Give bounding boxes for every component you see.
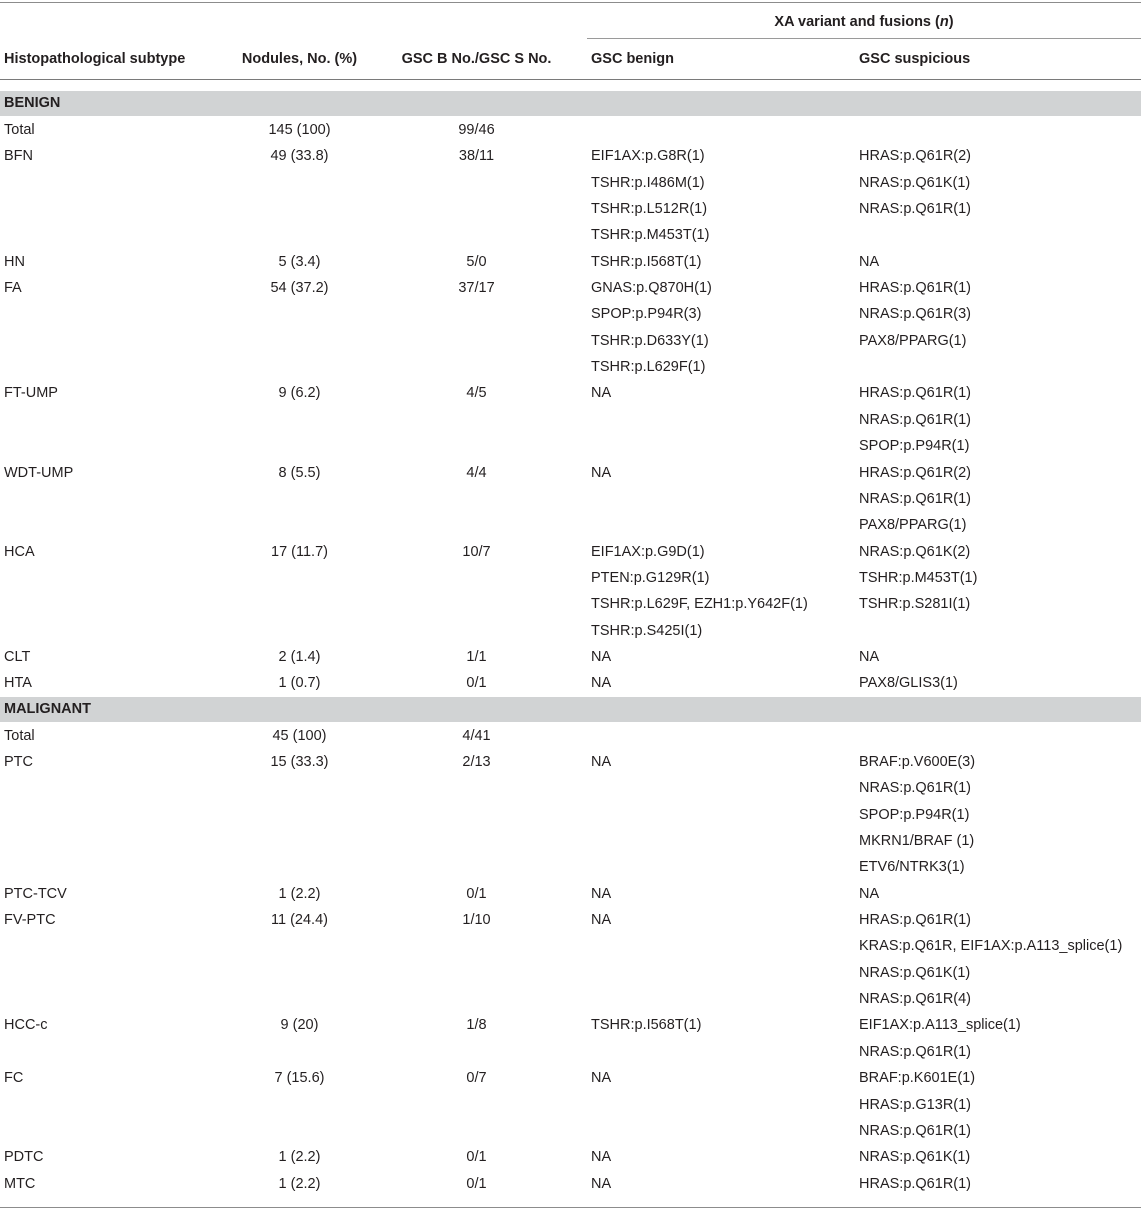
- table-row: [0, 644, 1141, 670]
- gsc-benign-variant: NA: [591, 753, 612, 770]
- table-row: [0, 539, 1141, 644]
- gsc-suspicious-variant: KRAS:p.Q61R, EIF1AX:p.A113_splice(1): [859, 938, 1123, 955]
- gsc-suspicious-variant: NRAS:p.Q61R(3): [859, 306, 972, 323]
- gsc-suspicious-variant: HRAS:p.Q61R(1): [859, 385, 972, 402]
- nodules-cell: 45 (100): [272, 727, 327, 744]
- gsc-suspicious-variant: BRAF:p.K601E(1): [859, 1070, 976, 1087]
- subtype-cell: FA: [4, 280, 22, 297]
- subtype-cell: FV-PTC: [4, 912, 56, 929]
- gsc-ratio-cell: 0/1: [466, 1149, 487, 1166]
- gsc-ratio-cell: 4/41: [462, 727, 491, 744]
- table-body: [0, 91, 1141, 1197]
- gsc-benign-variant: EIF1AX:p.G8R(1): [591, 148, 705, 165]
- gsc-benign-variant: TSHR:p.I486M(1): [591, 174, 705, 191]
- gsc-suspicious-variant: PAX8/PPARG(1): [859, 332, 967, 349]
- nodules-cell: 9 (6.2): [278, 385, 321, 402]
- nodules-cell: 8 (5.5): [278, 464, 321, 481]
- table-row: [0, 881, 1141, 907]
- subtype-cell: MTC: [4, 1175, 36, 1192]
- gsc-benign-variant: TSHR:p.I568T(1): [591, 1017, 702, 1034]
- gsc-ratio-cell: 4/5: [466, 385, 487, 402]
- subtype-cell: PTC: [4, 753, 33, 770]
- table-row: [0, 907, 1141, 1012]
- nodules-cell: 1 (2.2): [278, 1149, 321, 1166]
- subtype-cell: WDT-UMP: [4, 464, 74, 481]
- gsc-benign-variant: NA: [591, 885, 612, 902]
- gsc-benign-variant: NA: [591, 1149, 612, 1166]
- gsc-benign-variant: NA: [591, 385, 612, 402]
- gsc-suspicious-variant: HRAS:p.Q61R(2): [859, 464, 972, 481]
- gsc-ratio-cell: 1/1: [466, 648, 487, 665]
- gsc-benign-variant: NA: [591, 1070, 612, 1087]
- subtype-cell: CLT: [4, 648, 31, 665]
- gsc-benign-variant: NA: [591, 648, 612, 665]
- nodules-cell: 145 (100): [268, 122, 331, 138]
- subtype-cell: PTC-TCV: [4, 885, 67, 902]
- gsc-suspicious-variant: HRAS:p.G13R(1): [859, 1096, 972, 1113]
- gsc-benign-variant: TSHR:p.L512R(1): [591, 201, 708, 218]
- variant-group-rule: [587, 38, 1141, 39]
- gsc-suspicious-variant: NRAS:p.Q61R(1): [859, 201, 972, 218]
- table-row: [0, 380, 1141, 459]
- gsc-suspicious-variant: PAX8/GLIS3(1): [859, 675, 958, 692]
- gsc-suspicious-variant: HRAS:p.Q61R(1): [859, 1175, 972, 1192]
- gsc-benign-variant: PTEN:p.G129R(1): [591, 569, 710, 586]
- gsc-ratio-cell: 0/1: [466, 885, 487, 902]
- gsc-benign-variant: NA: [591, 912, 612, 929]
- table-top-rule: [0, 2, 1141, 3]
- gsc-ratio-cell: 4/4: [466, 464, 487, 481]
- header-histopathological-subtype: Histopathological subtype: [4, 51, 186, 67]
- gsc-suspicious-variant: MKRN1/BRAF (1): [859, 833, 975, 850]
- nodules-cell: 2 (1.4): [278, 648, 321, 665]
- nodules-cell: 54 (37.2): [270, 280, 329, 297]
- gsc-suspicious-variant: NRAS:p.Q61R(1): [859, 780, 972, 797]
- gsc-suspicious-variant: NA: [859, 648, 880, 665]
- gsc-suspicious-variant: NRAS:p.Q61R(1): [859, 490, 972, 507]
- subtype-cell: FC: [4, 1070, 24, 1087]
- subtype-cell: HN: [4, 253, 25, 270]
- gsc-benign-variant: GNAS:p.Q870H(1): [591, 280, 712, 297]
- gsc-suspicious-variant: NRAS:p.Q61R(4): [859, 991, 972, 1008]
- nodules-cell: 49 (33.8): [270, 148, 329, 165]
- gsc-ratio-cell: 0/1: [466, 675, 487, 692]
- table-row: [0, 143, 1141, 248]
- table-row: [0, 1065, 1141, 1144]
- gsc-suspicious-variant: NRAS:p.Q61K(1): [859, 174, 971, 191]
- table-row: [0, 670, 1141, 696]
- table-row: [0, 1171, 1141, 1197]
- gsc-benign-variant: NA: [591, 1175, 612, 1192]
- gsc-ratio-cell: 2/13: [462, 753, 491, 770]
- gsc-suspicious-variant: NRAS:p.Q61K(2): [859, 543, 971, 560]
- nodules-cell: 5 (3.4): [278, 253, 321, 270]
- gsc-ratio-cell: 0/7: [466, 1070, 487, 1087]
- gsc-suspicious-variant: SPOP:p.P94R(1): [859, 438, 970, 455]
- gsc-ratio-cell: 37/17: [458, 280, 495, 297]
- gsc-suspicious-variant: SPOP:p.P94R(1): [859, 806, 970, 823]
- nodules-cell: 1 (2.2): [278, 1175, 321, 1192]
- gsc-benign-variant: TSHR:p.M453T(1): [591, 227, 710, 244]
- gsc-benign-variant: EIF1AX:p.G9D(1): [591, 543, 705, 560]
- table-row: [0, 1012, 1141, 1065]
- gsc-suspicious-variant: BRAF:p.V600E(3): [859, 753, 976, 770]
- table-row: [0, 749, 1141, 881]
- subtype-cell: HCC-c: [4, 1017, 48, 1034]
- header-nodules: Nodules, No. (%): [241, 51, 358, 67]
- table-row: [0, 723, 1141, 749]
- gsc-ratio-cell: 1/10: [462, 912, 491, 929]
- gsc-suspicious-variant: EIF1AX:p.A113_splice(1): [859, 1017, 1021, 1034]
- nodules-cell: 15 (33.3): [270, 753, 329, 770]
- gsc-benign-variant: TSHR:p.L629F(1): [591, 359, 706, 376]
- gsc-benign-variant: NA: [591, 675, 612, 692]
- gsc-suspicious-variant: PAX8/PPARG(1): [859, 517, 967, 534]
- header-gsc-suspicious: GSC suspicious: [859, 51, 971, 67]
- variant-group-header: XA variant and fusions (n): [774, 14, 954, 30]
- gsc-benign-variant: NA: [591, 464, 612, 481]
- nodules-cell: 7 (15.6): [274, 1070, 325, 1087]
- header-rule: [0, 79, 1141, 80]
- section-header: BENIGN: [0, 91, 1141, 116]
- nodules-cell: 1 (0.7): [278, 675, 321, 692]
- nodules-cell: 9 (20): [280, 1017, 319, 1034]
- subtype-cell: Total: [4, 727, 35, 744]
- subtype-cell: HCA: [4, 543, 35, 560]
- gsc-ratio-cell: 10/7: [462, 543, 491, 560]
- gsc-suspicious-variant: NRAS:p.Q61R(1): [859, 1043, 972, 1060]
- gsc-suspicious-variant: NA: [859, 885, 880, 902]
- subtype-cell: FT-UMP: [4, 385, 58, 402]
- gsc-benign-variant: TSHR:p.D633Y(1): [591, 332, 709, 349]
- header-gsc-benign: GSC benign: [591, 51, 674, 67]
- table-row: [0, 275, 1141, 380]
- nodules-cell: 1 (2.2): [278, 885, 321, 902]
- gsc-ratio-cell: 99/46: [458, 122, 495, 138]
- section-header: MALIGNANT: [0, 697, 1141, 722]
- table-row: [0, 460, 1141, 539]
- gsc-ratio-cell: 5/0: [466, 253, 487, 270]
- gsc-suspicious-variant: NRAS:p.Q61R(1): [859, 1122, 972, 1139]
- gsc-benign-variant: TSHR:p.I568T(1): [591, 253, 702, 270]
- table-bottom-rule: [0, 1207, 1141, 1208]
- gsc-ratio-cell: 0/1: [466, 1175, 487, 1192]
- gsc-ratio-cell: 1/8: [466, 1017, 487, 1034]
- gsc-ratio-cell: 38/11: [458, 148, 495, 165]
- gsc-suspicious-variant: NRAS:p.Q61R(1): [859, 411, 972, 428]
- gsc-suspicious-variant: ETV6/NTRK3(1): [859, 859, 965, 876]
- table-row: [0, 249, 1141, 275]
- subtype-cell: Total: [4, 122, 35, 138]
- subtype-cell: PDTC: [4, 1149, 44, 1166]
- table-row: [0, 117, 1141, 143]
- gsc-suspicious-variant: TSHR:p.S281I(1): [859, 596, 971, 613]
- table-row: [0, 1144, 1141, 1170]
- nodules-cell: 11 (24.4): [271, 912, 328, 929]
- subtype-cell: BFN: [4, 148, 33, 165]
- gsc-suspicious-variant: NRAS:p.Q61K(1): [859, 964, 971, 981]
- gsc-suspicious-variant: HRAS:p.Q61R(1): [859, 912, 972, 929]
- gsc-benign-variant: TSHR:p.S425I(1): [591, 622, 703, 639]
- gsc-suspicious-variant: TSHR:p.M453T(1): [859, 569, 978, 586]
- nodules-cell: 17 (11.7): [271, 543, 328, 560]
- gsc-suspicious-variant: NRAS:p.Q61K(1): [859, 1149, 971, 1166]
- gsc-suspicious-variant: HRAS:p.Q61R(2): [859, 148, 972, 165]
- gsc-benign-variant: SPOP:p.P94R(3): [591, 306, 702, 323]
- gsc-suspicious-variant: HRAS:p.Q61R(1): [859, 280, 972, 297]
- gsc-suspicious-variant: NA: [859, 253, 880, 270]
- subtype-cell: HTA: [4, 675, 32, 692]
- gsc-benign-variant: TSHR:p.L629F, EZH1:p.Y642F(1): [591, 596, 808, 613]
- header-gsc-ratio: GSC B No./GSC S No.: [401, 51, 552, 67]
